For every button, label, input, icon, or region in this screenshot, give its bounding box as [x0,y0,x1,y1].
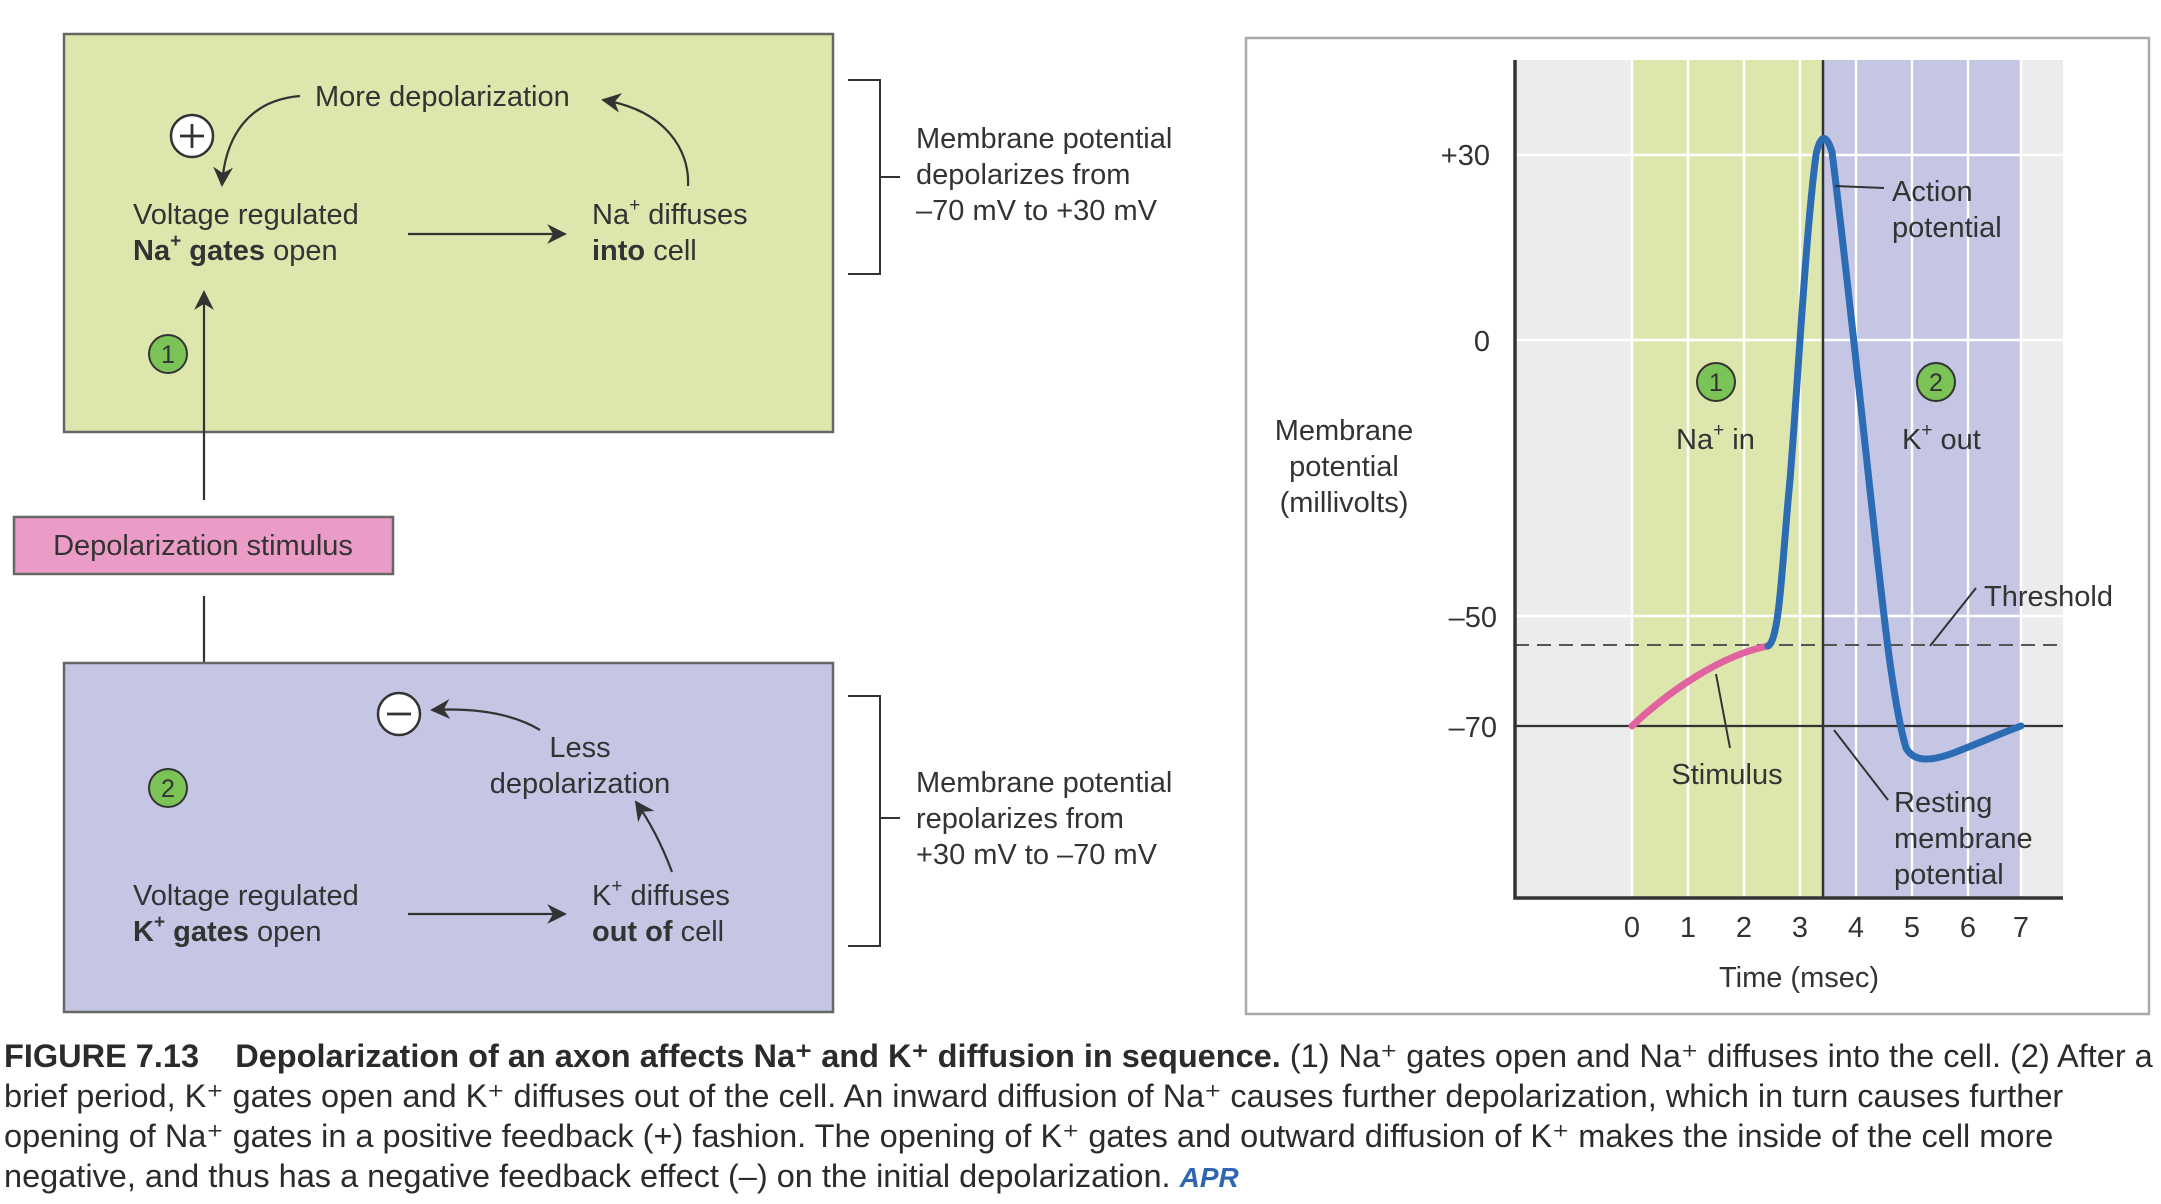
apr-badge: APR [1179,1162,1239,1193]
svg-text:1: 1 [161,341,175,369]
figure-number: FIGURE 7.13 [4,1038,200,1074]
x-tick-7: 7 [2012,912,2030,944]
top-bracket [848,80,900,274]
figure-title: Depolarization of an axon affects Na⁺ and K⁺ diffusion in sequence. [235,1038,1281,1074]
stimulus-annotation: Stimulus [1671,759,1783,791]
bracket-bottom-line3: +30 mV to –70 mV [916,839,1157,871]
less-depolarization-line1: Less [549,732,611,764]
stimulus-label: Depolarization stimulus [53,530,353,562]
more-depolarization-label: More depolarization [315,81,570,113]
resting-label-line1: Resting [1894,787,1993,819]
region2-badge [1917,363,1955,401]
depolarization-stimulus-box [14,517,393,574]
na-gates-line2: Na+ gates open [133,231,338,267]
y-label-line2: potential [1289,451,1399,483]
na-in-label: Na+ in [1676,420,1755,456]
region1-badge [1697,363,1735,401]
k-diffuses-line1: K+ diffuses [592,876,730,912]
y-tick-0: 0 [1473,326,1490,358]
k-out-label: K+ out [1902,420,1981,456]
step-2-badge [149,769,187,807]
x-axis-label: Time (msec) [1718,962,1880,994]
svg-text:1: 1 [1709,369,1723,397]
svg-text:2: 2 [161,775,175,803]
k-gates-line1: Voltage regulated [133,880,359,912]
bracket-top-line1: Membrane potential [916,123,1173,155]
na-diffuses-line1: Na+ diffuses [592,195,748,231]
x-tick-6: 6 [1959,912,1977,944]
k-gates-line2: K+ gates open [133,912,322,948]
bracket-bottom-line2: repolarizes from [916,803,1124,835]
y-label-line1: Membrane [1274,415,1414,447]
bracket-top-line3: –70 mV to +30 mV [916,195,1157,227]
action-label-line1: Action [1892,176,1973,208]
threshold-label: Threshold [1984,581,2113,613]
na-diffuses-line2: into cell [592,235,697,267]
negative-feedback-icon [378,693,420,735]
x-tick-5: 5 [1903,912,1921,944]
svg-text:2: 2 [1929,369,1943,397]
x-tick-4: 4 [1847,912,1865,944]
potassium-feedback-box [64,663,833,1012]
y-tick-minus50: –50 [1448,602,1497,634]
x-tick-1: 1 [1679,912,1697,944]
y-label-line3: (millivolts) [1279,487,1409,519]
y-tick-minus70: –70 [1448,712,1497,744]
resting-label-line2: membrane [1894,823,2033,855]
bottom-box-background [64,663,833,1012]
x-tick-2: 2 [1735,912,1753,944]
bracket-bottom-line1: Membrane potential [916,767,1173,799]
k-diffuses-line2: out of cell [592,916,725,948]
y-tick-plus30: +30 [1440,140,1490,172]
positive-feedback-icon [171,115,213,157]
bottom-bracket [848,696,900,946]
sodium-feedback-box [64,34,833,432]
x-tick-0: 0 [1623,912,1641,944]
action-label-line2: potential [1892,212,2002,244]
step-1-badge [149,335,187,373]
x-tick-3: 3 [1791,912,1809,944]
figure-body: (1) Na⁺ gates open and Na⁺ diffuses into the cell. (2) After a brief period, K⁺ gates open and K⁺ diffuses out of the cell. An inward diffusion of Na⁺ causes further depolarization, which in turn causes further opening of Na⁺ gates in a positive feedback (+) fashion. The opening of K⁺ gates and outward diffusion of K⁺ makes the inside of the cell more negative, and thus has a negative feedback effect (–) on the initial depolarization. [4,1038,2153,1194]
resting-label-line3: potential [1894,859,2004,891]
figure-caption [4,1036,2154,1198]
bracket-top-line2: depolarizes from [916,159,1131,191]
less-depolarization-line2: depolarization [489,768,671,800]
na-gates-line1: Voltage regulated [133,199,359,231]
action-potential-graph [1246,38,2149,1014]
